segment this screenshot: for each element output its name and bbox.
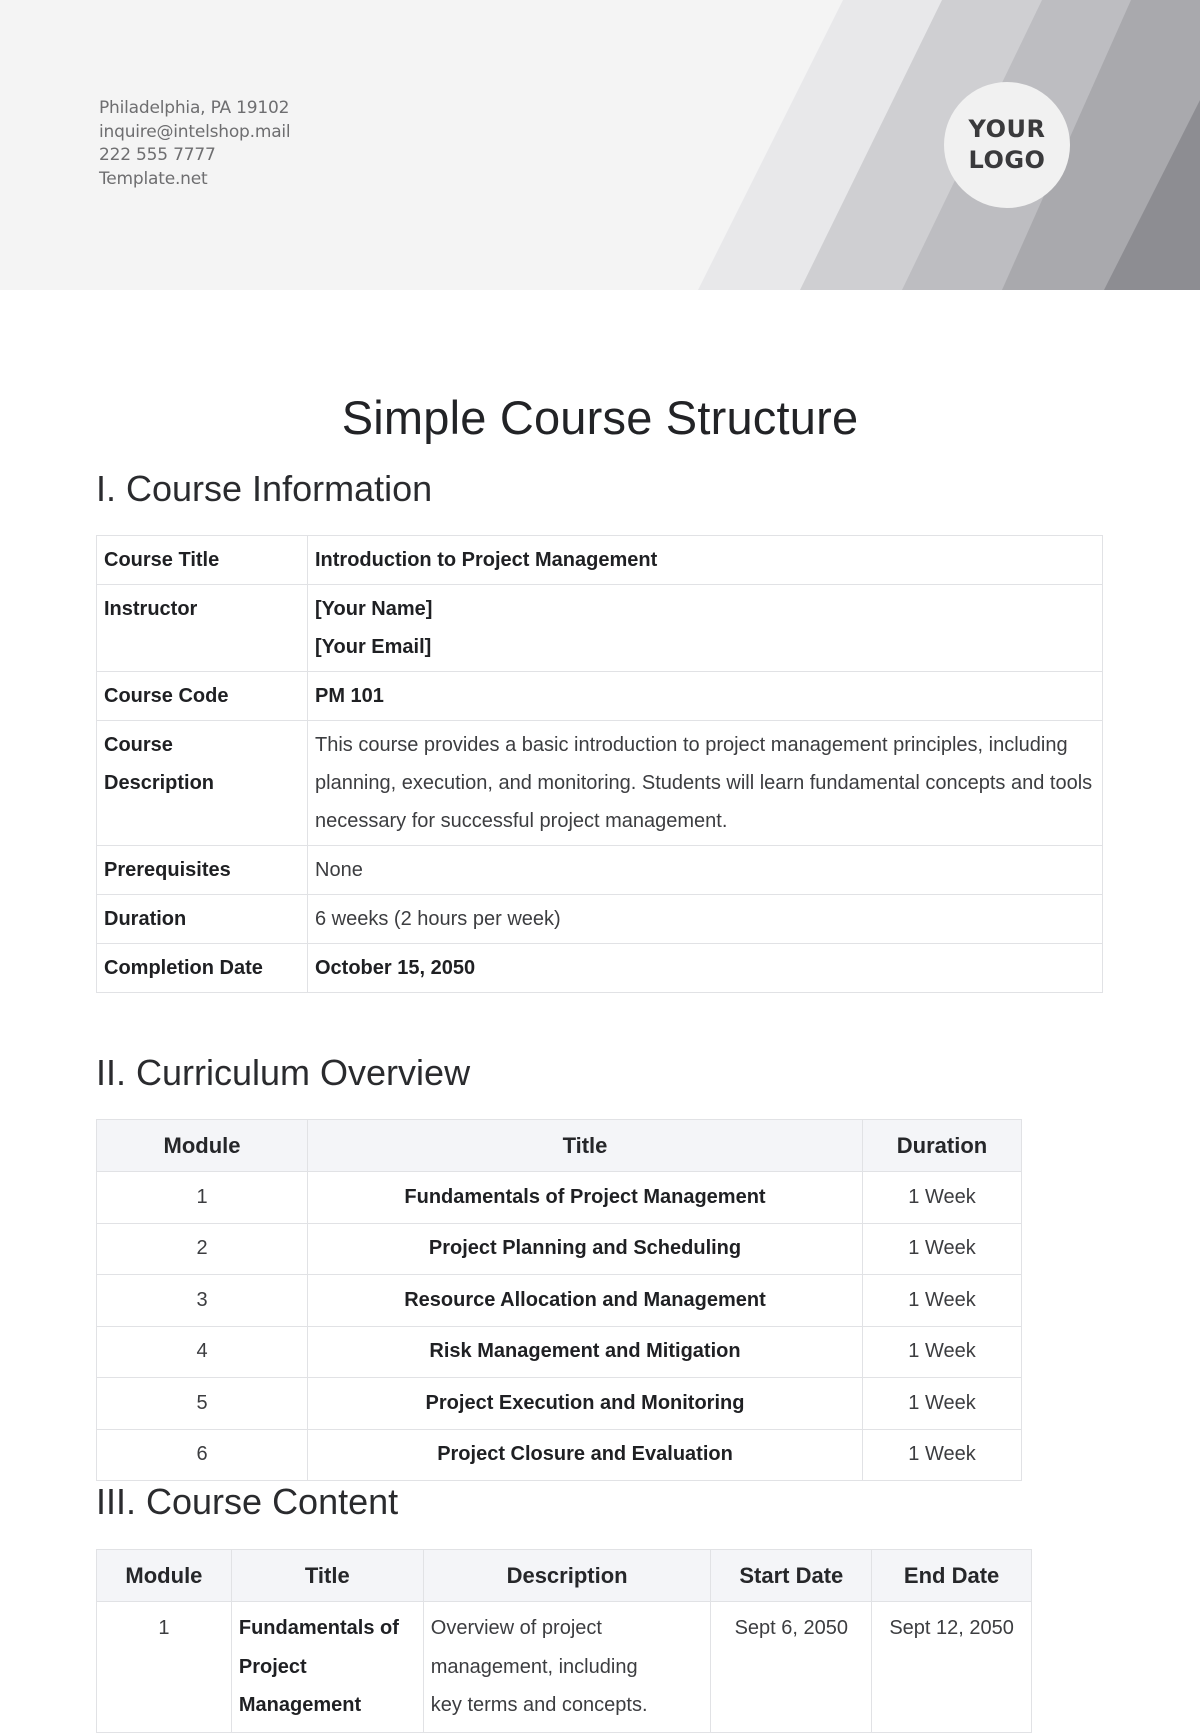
- logo-placeholder: [944, 82, 1070, 208]
- title-line: Project: [238, 1655, 307, 1678]
- table-row: [97, 846, 1103, 895]
- document-title: Simple Course Structure: [341, 391, 859, 444]
- row-label: Completion Date: [97, 944, 308, 993]
- module-title: Risk Management and Mitigation: [308, 1326, 863, 1378]
- column-header-module: Module: [97, 1550, 232, 1602]
- course-content-table: [96, 1549, 1032, 1733]
- module-duration: 1 Week: [863, 1378, 1022, 1430]
- row-value: 6 weeks (2 hours per week): [308, 895, 1103, 944]
- label-line: Description: [104, 772, 215, 794]
- row-label: [97, 721, 308, 846]
- contact-website: Template.net: [99, 168, 208, 189]
- module-duration: 1 Week: [863, 1172, 1022, 1224]
- table-row: [97, 1429, 1022, 1481]
- module-title: Project Closure and Evaluation: [308, 1429, 863, 1481]
- instructor-name: [Your Name]: [315, 598, 433, 620]
- row-label: Duration: [97, 895, 308, 944]
- description-line: management, including: [430, 1655, 638, 1678]
- title-line: Fundamentals of: [238, 1617, 399, 1639]
- table-header-row: [97, 1550, 1032, 1602]
- row-value: PM 101: [308, 672, 1103, 721]
- table-row: [97, 1602, 1032, 1733]
- module-title: Fundamentals of Project Management: [308, 1172, 863, 1224]
- table-row: [97, 585, 1103, 672]
- module-start-date: Sept 6, 2050: [711, 1602, 872, 1733]
- module-number: 1: [97, 1172, 308, 1224]
- row-label: Prerequisites: [97, 846, 308, 895]
- module-title: Resource Allocation and Management: [308, 1275, 863, 1327]
- module-number: 3: [97, 1275, 308, 1327]
- row-label: Instructor: [97, 585, 308, 672]
- row-value: [308, 585, 1103, 672]
- description-line: Overview of project: [430, 1617, 602, 1639]
- table-row: [97, 536, 1103, 585]
- table-row: [97, 944, 1103, 993]
- label-line: Course: [104, 734, 173, 756]
- table-row: [97, 721, 1103, 846]
- module-duration: 1 Week: [863, 1223, 1022, 1275]
- table-header-row: [97, 1120, 1022, 1172]
- module-number: 1: [97, 1602, 232, 1733]
- contact-address: Philadelphia, PA 19102: [99, 98, 290, 118]
- column-header-duration: Duration: [863, 1120, 1022, 1172]
- module-duration: 1 Week: [863, 1275, 1022, 1327]
- table-row: [97, 1378, 1022, 1430]
- section-heading-curriculum-overview: II. Curriculum Overview: [96, 1052, 471, 1093]
- column-header-end-date: End Date: [872, 1550, 1032, 1602]
- table-row: [97, 1326, 1022, 1378]
- column-header-start-date: Start Date: [711, 1550, 872, 1602]
- column-header-description: Description: [423, 1550, 711, 1602]
- module-number: 6: [97, 1429, 308, 1481]
- row-value: None: [308, 846, 1103, 895]
- table-row: [97, 895, 1103, 944]
- contact-block: [99, 97, 290, 191]
- header-banner: [0, 0, 1200, 290]
- module-duration: 1 Week: [863, 1429, 1022, 1481]
- row-value: This course provides a basic introduction to project management principles, including planning, execution, and monitoring. Students will learn fundamental concepts and tools necessary for successful project management.: [308, 721, 1103, 846]
- module-title: [231, 1602, 423, 1733]
- module-title: Project Planning and Scheduling: [308, 1223, 863, 1275]
- instructor-email: [Your Email]: [315, 636, 432, 658]
- column-header-module: Module: [97, 1120, 308, 1172]
- course-information-table: [96, 535, 1103, 993]
- logo-line-1: YOUR: [968, 115, 1046, 143]
- section-heading-course-information: I. Course Information: [96, 468, 433, 509]
- contact-email: inquire@intelshop.mail: [99, 121, 291, 142]
- row-label: Course Title: [97, 536, 308, 585]
- table-row: [97, 1275, 1022, 1327]
- table-row: [97, 1172, 1022, 1224]
- title-line: Management: [238, 1694, 362, 1716]
- module-number: 4: [97, 1326, 308, 1378]
- module-description: [423, 1602, 711, 1733]
- section-heading-course-content: III. Course Content: [96, 1481, 399, 1522]
- row-label: Course Code: [97, 672, 308, 721]
- row-value: October 15, 2050: [308, 944, 1103, 993]
- column-header-title: Title: [231, 1550, 423, 1602]
- description-line: key terms and concepts.: [430, 1694, 648, 1716]
- table-row: [97, 1223, 1022, 1275]
- module-number: 5: [97, 1378, 308, 1430]
- module-duration: 1 Week: [863, 1326, 1022, 1378]
- logo-line-2: LOGO: [968, 146, 1046, 174]
- module-title: Project Execution and Monitoring: [308, 1378, 863, 1430]
- table-row: [97, 672, 1103, 721]
- row-value: Introduction to Project Management: [308, 536, 1103, 585]
- module-number: 2: [97, 1223, 308, 1275]
- column-header-title: Title: [308, 1120, 863, 1172]
- curriculum-overview-table: [96, 1119, 1022, 1481]
- contact-phone: 222 555 7777: [99, 145, 216, 165]
- module-end-date: Sept 12, 2050: [872, 1602, 1032, 1733]
